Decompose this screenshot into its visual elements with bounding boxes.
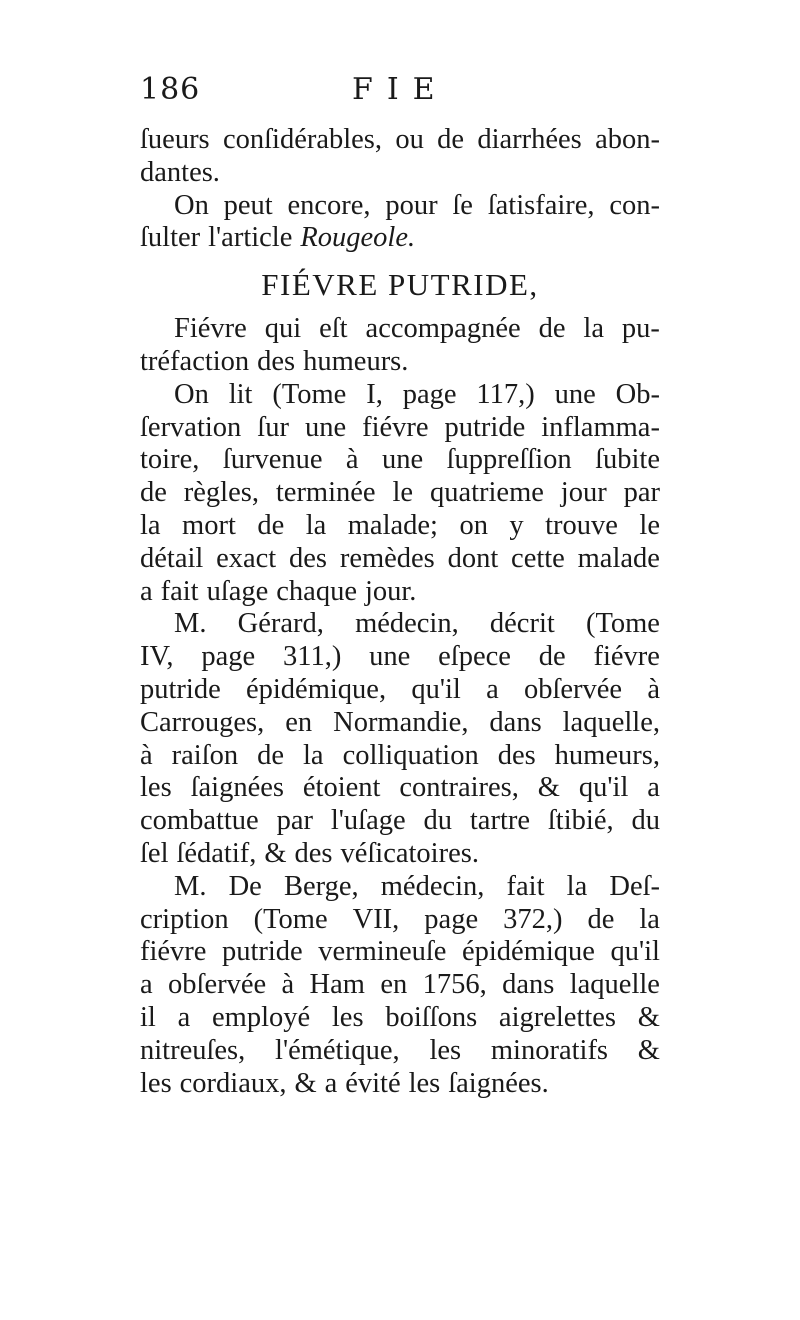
text-line: M. De Berge, médecin, fait la Deſ- (174, 870, 660, 902)
paragraph (140, 379, 660, 609)
text-line: ſueurs conſidérables, ou de diarrhées abon- (140, 124, 660, 155)
paragraph (140, 871, 660, 1101)
text-line: fiévre putride vermineuſe épidémique qu'il (140, 936, 660, 968)
text-line: ſervation ſur une fiévre putride inflamma- (140, 411, 660, 443)
text-line: nitreuſes, l'émétique, les minoratifs & (140, 1034, 660, 1066)
text-line: dantes. (140, 156, 220, 188)
text-line: Carrouges, en Normandie, dans laquelle, (140, 706, 660, 738)
text-line: toire, ſurvenue à une ſuppreſſion ſubite (140, 444, 660, 476)
text-line: M. Gérard, médecin, décrit (Tome (174, 608, 660, 640)
text-line: putride épidémique, qu'il a obſervée à (140, 673, 660, 705)
text-line: a obſervée à Ham en 1756, dans laquelle (140, 969, 660, 1001)
text-line: tréfaction des humeurs. (140, 345, 409, 377)
text-line: de règles, terminée le quatrieme jour par (140, 477, 660, 509)
paragraph (140, 190, 660, 256)
text-line: ſulter l'article Rougeole. (140, 222, 416, 254)
text-line: la mort de la malade; on y trouve le (140, 509, 660, 541)
text-line: à raiſon de la colliquation des humeurs, (140, 739, 660, 771)
text-line: On peut encore, pour ſe ſatisfaire, con- (174, 189, 660, 221)
text-line: On lit (Tome I, page 117,) une Ob- (174, 378, 660, 410)
text-line: il a employé les boiſſons aigrelettes & (140, 1001, 660, 1033)
page-header (140, 72, 660, 116)
text-line: les cordiaux, & a évité les ſaignées. (140, 1067, 549, 1099)
text-line: cription (Tome VII, page 372,) de la (140, 903, 660, 935)
running-head: FIE (352, 72, 449, 107)
paragraph (140, 124, 660, 190)
italic-reference: Rougeole. (300, 222, 416, 254)
paragraph (140, 608, 660, 870)
page-number: 186 (140, 72, 201, 107)
paragraph (140, 313, 660, 379)
text-line: IV, page 311,) une eſpece de fiévre (140, 641, 660, 673)
text-line: Fiévre qui eſt accompagnée de la pu- (174, 313, 660, 345)
text-line: détail exact des remèdes dont cette malade (140, 542, 660, 574)
text-line: combattue par l'uſage du tartre ſtibié, du (140, 805, 660, 837)
text-line: les ſaignées étoient contraires, & qu'il a (140, 772, 660, 804)
section-heading: FIÉVRE PUTRIDE, (261, 267, 539, 303)
body-text (140, 124, 660, 1100)
text-line: a fait uſage chaque jour. (140, 575, 417, 607)
text-line: ſel ſédatif, & des véſicatoires. (140, 837, 479, 869)
